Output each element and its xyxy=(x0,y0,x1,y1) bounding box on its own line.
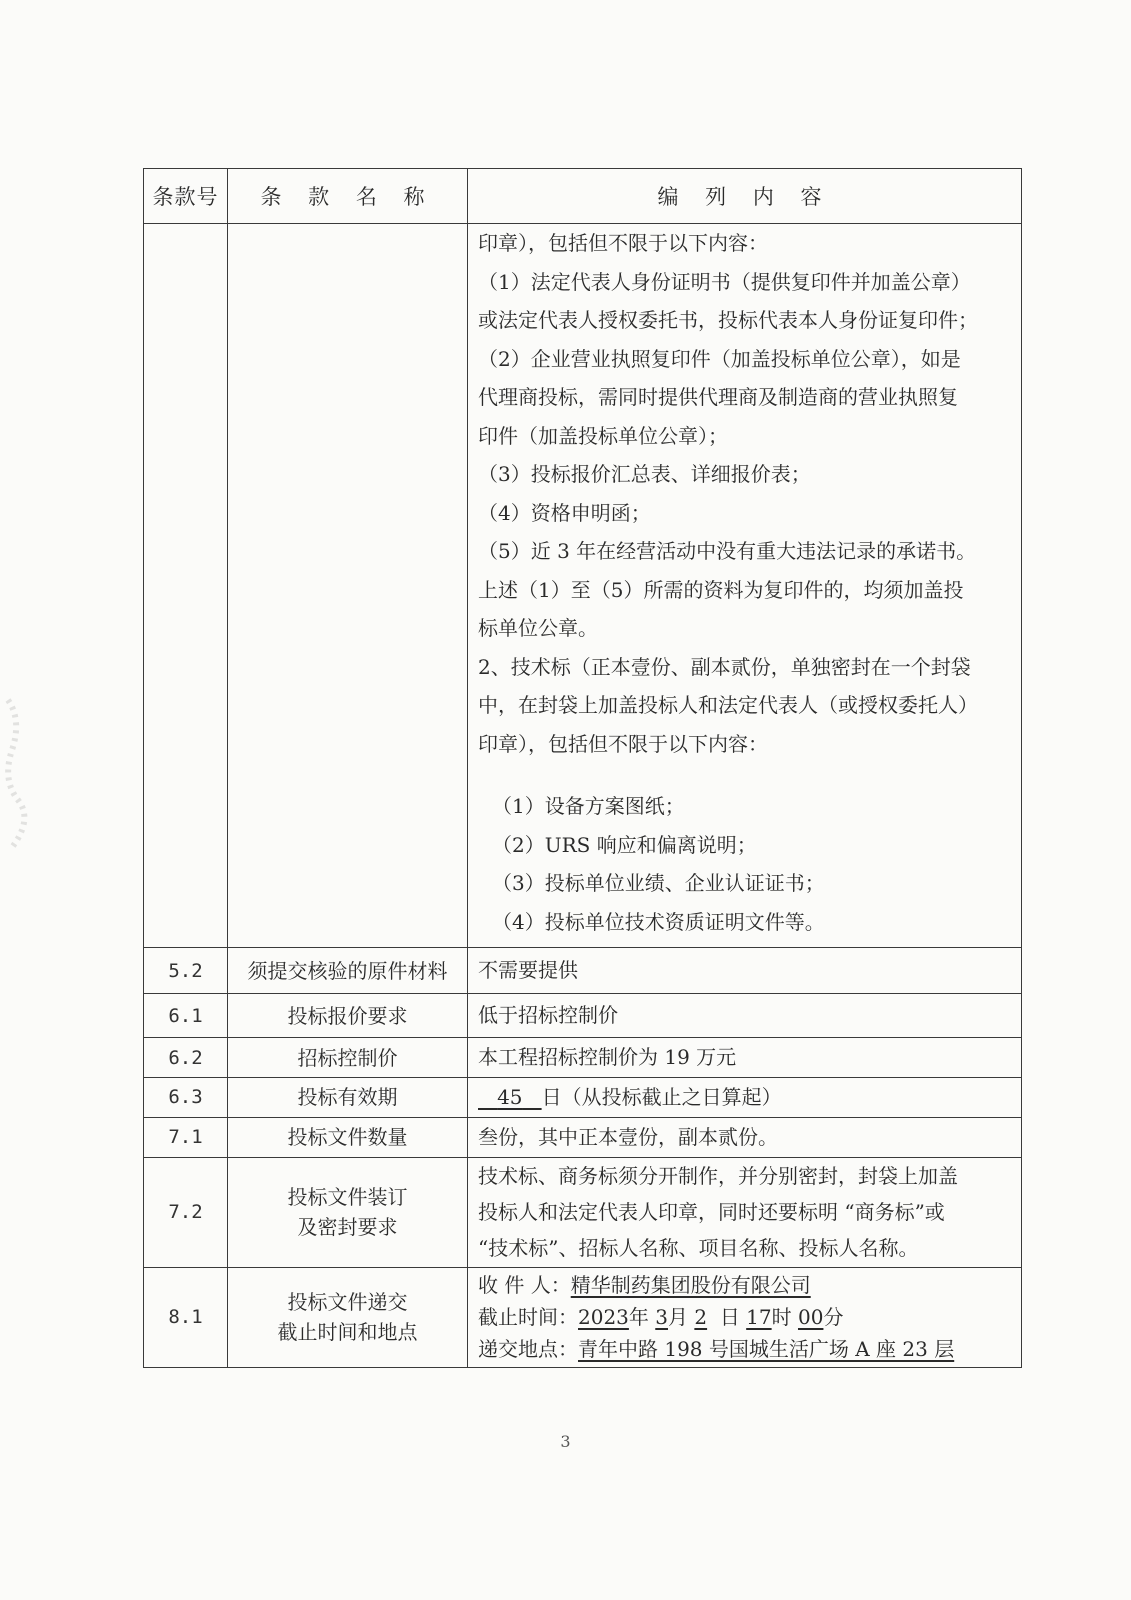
validity-days-value: 45 xyxy=(497,1085,523,1109)
tech-item: （3）投标单位业绩、企业认证证书； xyxy=(492,871,825,895)
tech-item: （1）设备方案图纸； xyxy=(492,794,685,818)
table-row xyxy=(144,1038,1022,1078)
deadline-year: 2023 xyxy=(578,1305,629,1329)
clause-name: 投标报价要求 xyxy=(228,994,468,1038)
clause-content: 叁份，其中正本壹份，副本贰份。 xyxy=(468,1117,1022,1157)
table-row xyxy=(144,948,1022,994)
clause-name xyxy=(228,1157,468,1267)
content-line: 印章），包括但不限于以下内容： xyxy=(478,731,768,756)
recipient-value: 精华制药集团股份有限公司 xyxy=(570,1273,811,1297)
deadline-hour-unit: 时 xyxy=(771,1305,792,1329)
clause-name: 投标有效期 xyxy=(228,1078,468,1118)
deadline-minute-unit: 分 xyxy=(823,1305,844,1329)
clause-name-line: 截止时间和地点 xyxy=(277,1320,418,1344)
clause-name-line: 投标文件装订 xyxy=(287,1185,408,1209)
place-value: 青年中路 198 号国城生活广场 A 座 23 层 xyxy=(578,1337,955,1361)
clause-content-cell xyxy=(468,224,1022,948)
deadline-day-unit: 日 xyxy=(719,1305,740,1329)
page-number: 3 xyxy=(560,1432,571,1451)
deadline-day: 2 xyxy=(694,1305,708,1329)
content-line: 投标人和法定代表人印章，同时还要标明 “商务标”或 xyxy=(478,1200,945,1224)
clause-content: 低于招标控制价 xyxy=(468,994,1022,1038)
table-header-row xyxy=(144,169,1022,224)
content-line: 2、技术标（正本壹份、副本贰份，单独密封在一个封袋 xyxy=(478,654,971,679)
clause-name: 须提交核验的原件材料 xyxy=(228,948,468,994)
place-label: 递交地点： xyxy=(478,1337,578,1361)
content-line: 或法定代表人授权委托书，投标代表本人身份证复印件； xyxy=(478,308,978,332)
deadline-hour: 17 xyxy=(746,1305,772,1329)
deadline-label: 截止时间： xyxy=(478,1305,578,1329)
recipient-line xyxy=(478,1269,1011,1301)
clause-name-cell xyxy=(228,224,468,948)
clause-content xyxy=(468,1078,1022,1118)
clause-content: 不需要提供 xyxy=(468,948,1022,994)
table-row xyxy=(144,994,1022,1038)
clause-name-line: 投标文件递交 xyxy=(287,1290,408,1314)
content-line: 代理商投标，需同时提供代理商及制造商的营业执照复 xyxy=(478,385,958,409)
content-line: （1）法定代表人身份证明书（提供复印件并加盖公章） xyxy=(478,269,971,294)
tech-item: （2）URS 响应和偏离说明； xyxy=(492,832,757,857)
table-row xyxy=(144,1117,1022,1157)
clause-number: 5.2 xyxy=(144,948,228,994)
header-content: 编 列 内 容 xyxy=(468,169,1022,224)
clause-number: 8.1 xyxy=(144,1267,228,1367)
table-row-continuation xyxy=(144,224,1022,948)
table-row xyxy=(144,1267,1022,1367)
clause-number: 6.3 xyxy=(144,1078,228,1118)
clause-name xyxy=(228,1267,468,1367)
clause-number: 7.2 xyxy=(144,1157,228,1267)
clause-number: 6.1 xyxy=(144,994,228,1038)
deadline-year-unit: 年 xyxy=(628,1305,649,1329)
content-line: （2）企业营业执照复印件（加盖投标单位公章），如是 xyxy=(478,346,961,371)
clause-name-line: 及密封要求 xyxy=(297,1215,398,1239)
clause-content xyxy=(468,1267,1022,1367)
content-line: （5）近 3 年在经营活动中没有重大违法记录的承诺书。 xyxy=(478,539,977,563)
clause-number: 6.2 xyxy=(144,1038,228,1078)
content-line: （3）投标报价汇总表、详细报价表； xyxy=(478,462,811,486)
clause-content: 本工程招标控制价为 19 万元 xyxy=(468,1038,1022,1078)
bleed-through-mark xyxy=(4,690,34,860)
validity-days xyxy=(478,1085,542,1109)
table-row xyxy=(144,1078,1022,1118)
deadline-line xyxy=(478,1301,1011,1333)
content-line: 印章），包括但不限于以下内容： xyxy=(478,231,768,255)
clause-name: 投标文件数量 xyxy=(228,1117,468,1157)
terms-table xyxy=(143,168,1022,1368)
deadline-month: 3 xyxy=(655,1305,668,1329)
place-line xyxy=(478,1333,1011,1365)
header-clause-number: 条款号 xyxy=(144,169,228,224)
clause-number: 7.1 xyxy=(144,1117,228,1157)
content-line: 印件（加盖投标单位公章）； xyxy=(478,423,728,448)
deadline-month-unit: 月 xyxy=(668,1305,688,1329)
header-clause-name: 条 款 名 称 xyxy=(228,169,468,224)
spacer xyxy=(478,763,1011,787)
recipient-label: 收 件 人： xyxy=(478,1273,571,1297)
clause-number-cell xyxy=(144,224,228,948)
deadline-minute: 00 xyxy=(797,1305,824,1329)
clause-content xyxy=(468,1157,1022,1267)
content-line: 技术标、商务标须分开制作，并分别密封，封袋上加盖 xyxy=(478,1164,958,1188)
validity-suffix: 日（从投标截止之日算起） xyxy=(541,1085,782,1109)
table-row xyxy=(144,1157,1022,1267)
tech-item: （4）投标单位技术资质证明文件等。 xyxy=(492,909,825,934)
content-line: “技术标”、招标人名称、项目名称、投标人名称。 xyxy=(478,1236,919,1260)
content-line: （4）资格申明函； xyxy=(478,500,651,525)
clause-name: 招标控制价 xyxy=(228,1038,468,1078)
content-line: 标单位公章。 xyxy=(478,616,598,640)
content-line: 中，在封袋上加盖投标人和法定代表人（或授权委托人） xyxy=(478,693,978,717)
content-line: 上述（1）至（5）所需的资料为复印件的，均须加盖投 xyxy=(478,577,964,602)
